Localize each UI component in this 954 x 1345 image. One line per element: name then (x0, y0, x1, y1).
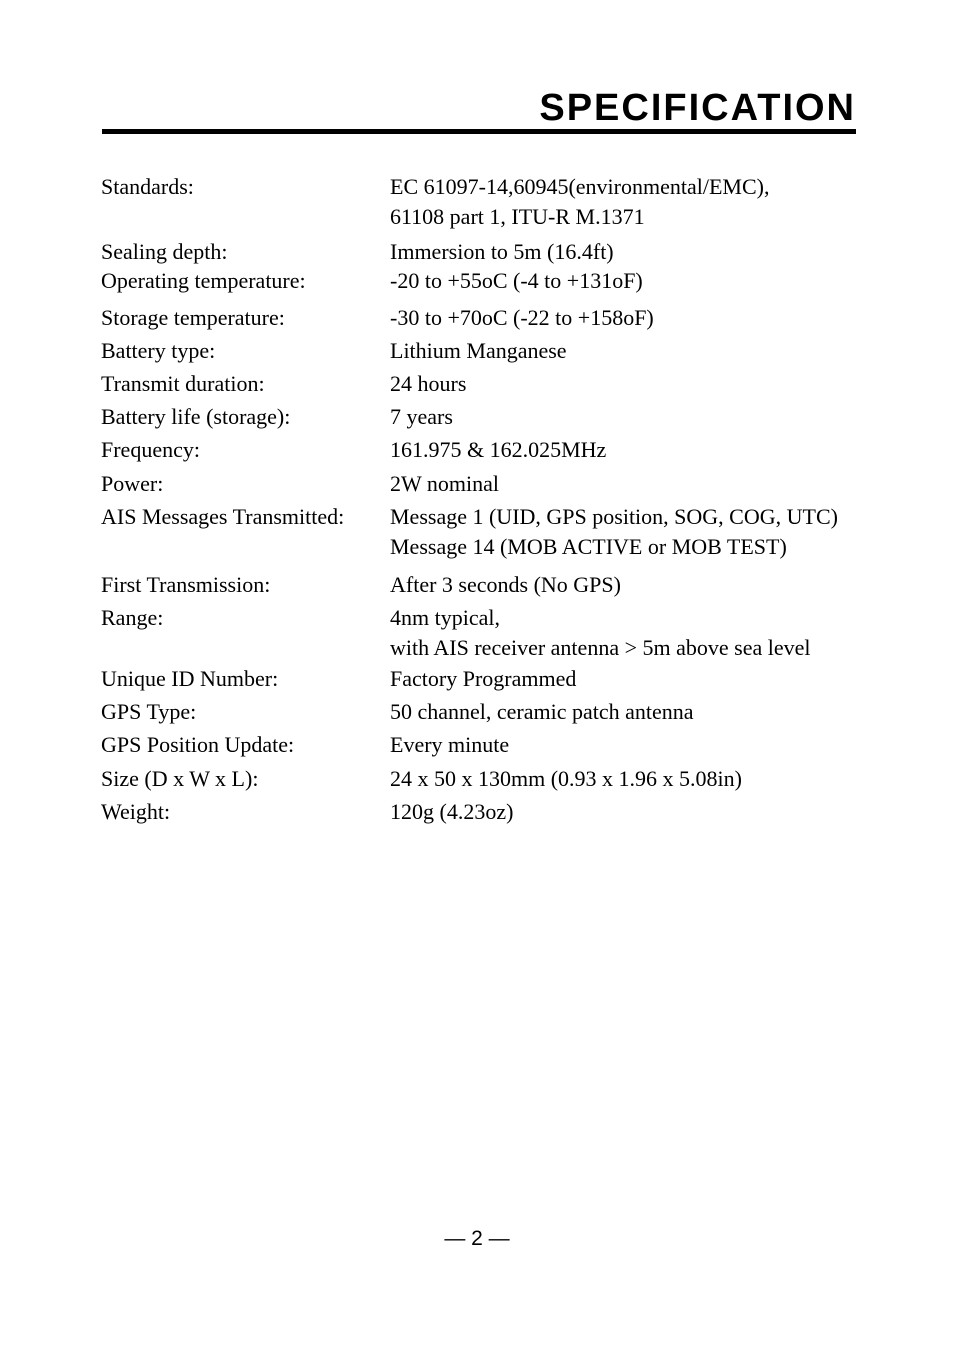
spec-value (390, 697, 694, 726)
spec-value (390, 469, 499, 498)
spec-value-line: 50 channel, ceramic patch antenna (390, 699, 694, 724)
spec-label: Weight: (101, 799, 171, 824)
spec-label: Storage temperature: (101, 305, 285, 330)
spec-value-line: Lithium Manganese (390, 338, 567, 363)
spec-value-line: Immersion to 5m (16.4ft) (390, 239, 614, 264)
spec-value-line: 61108 part 1, ITU-R M.1371 (390, 204, 645, 229)
spec-value-line: 24 hours (390, 371, 467, 396)
spec-value-line: 2W nominal (390, 471, 499, 496)
spec-label: Size (D x W x L): (101, 766, 259, 791)
spec-value (390, 336, 567, 365)
spec-value-line: -20 to +55oC (-4 to +131oF) (390, 268, 643, 293)
title-underline (102, 129, 856, 134)
spec-value (390, 402, 453, 431)
spec-label: Frequency: (101, 437, 200, 462)
spec-value-line: 4nm typical, (390, 605, 500, 630)
spec-value (390, 266, 643, 295)
spec-label: Operating temperature: (101, 268, 306, 293)
spec-value (390, 730, 509, 759)
spec-value-line: EC 61097-14,60945(environmental/EMC), (390, 174, 770, 199)
spec-value (390, 502, 838, 561)
spec-value (390, 237, 614, 266)
spec-label: GPS Position Update: (101, 732, 295, 757)
spec-value (390, 664, 576, 693)
spec-label: GPS Type: (101, 699, 197, 724)
spec-label: Standards: (101, 174, 194, 199)
spec-value-line: -30 to +70oC (-22 to +158oF) (390, 305, 654, 330)
spec-value (390, 797, 513, 826)
spec-value (390, 172, 769, 231)
spec-value (390, 764, 742, 793)
spec-label: Unique ID Number: (101, 666, 279, 691)
spec-value-line: Message 14 (MOB ACTIVE or MOB TEST) (390, 534, 787, 559)
spec-label: AIS Messages Transmitted: (101, 504, 345, 529)
spec-value-line: Message 1 (UID, GPS position, SOG, COG, UTC) (390, 504, 838, 529)
spec-value (390, 570, 621, 599)
spec-label: Power: (101, 471, 164, 496)
spec-value-line: 120g (4.23oz) (390, 799, 514, 824)
spec-value-line: with AIS receiver antenna > 5m above sea level (390, 635, 811, 660)
spec-value (390, 303, 654, 332)
page-title: SPECIFICATION (539, 87, 856, 129)
spec-value-line: After 3 seconds (No GPS) (390, 572, 621, 597)
spec-value-line: 161.975 & 162.025MHz (390, 437, 607, 462)
spec-label: Transmit duration: (101, 371, 265, 396)
spec-value-line: 7 years (390, 404, 453, 429)
spec-value-line: 24 x 50 x 130mm (0.93 x 1.96 x 5.08in) (390, 766, 742, 791)
spec-label: Battery type: (101, 338, 216, 363)
spec-value-line: Every minute (390, 732, 510, 757)
page-number: — 2 — (444, 1227, 510, 1250)
spec-value (390, 435, 606, 464)
spec-label: Battery life (storage): (101, 404, 291, 429)
spec-value (390, 603, 810, 662)
spec-value (390, 369, 466, 398)
spec-label: Range: (101, 605, 164, 630)
spec-value-line: Factory Programmed (390, 666, 577, 691)
spec-label: Sealing depth: (101, 239, 228, 264)
spec-label: First Transmission: (101, 572, 271, 597)
